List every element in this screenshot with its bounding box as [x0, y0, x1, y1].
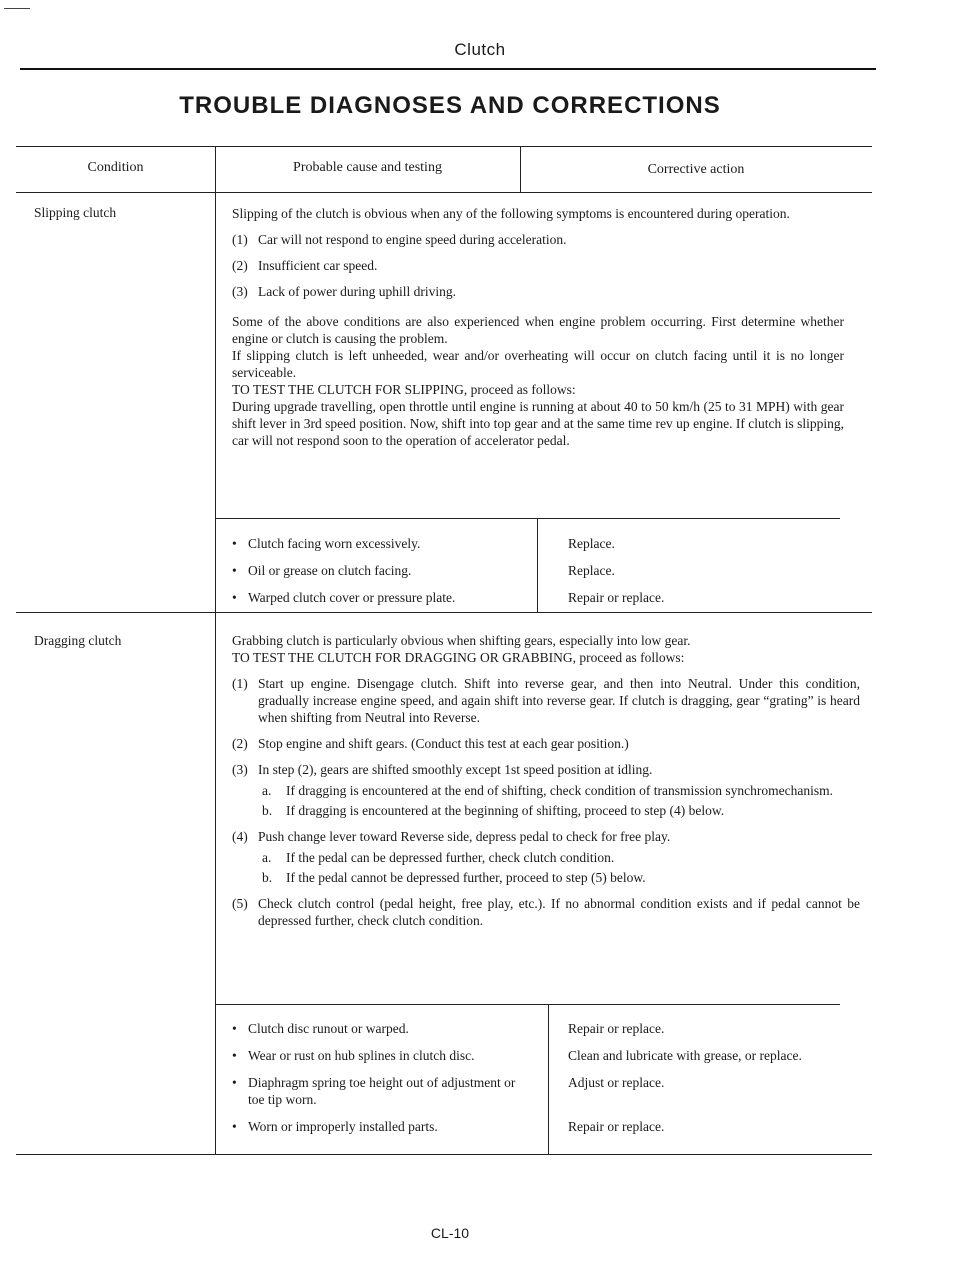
- bullet-icon: •: [232, 1021, 237, 1036]
- bullet-icon: •: [232, 1119, 237, 1134]
- slipping-note: If slipping clutch is left unheeded, wear and/or overheating will occur on clutch facing until it is no longer serviceable.: [232, 348, 844, 380]
- bullet-icon: •: [232, 536, 237, 551]
- slipping-causes-rule: [215, 518, 840, 519]
- list-item: (2) Stop engine and shift gears. (Conduct this test at each gear position.): [232, 736, 629, 751]
- condition-slipping: Slipping clutch: [34, 205, 117, 220]
- dragging-causes: [232, 1020, 532, 1145]
- list-item: • Clutch disc runout or warped.: [232, 1021, 409, 1036]
- sub-list-item: a. If dragging is encountered at the end of shifting, check condition of transmission synchromechanism.: [262, 783, 833, 798]
- list-item: • Wear or rust on hub splines in clutch disc.: [232, 1048, 475, 1063]
- action-item: Adjust or replace.: [568, 1075, 665, 1090]
- table-bottom-rule: [16, 1154, 872, 1155]
- bullet-icon: •: [232, 590, 237, 605]
- action-item: Replace.: [568, 563, 615, 578]
- sub-list-item: b. If the pedal cannot be depressed further, proceed to step (5) below.: [262, 870, 646, 885]
- sub-list-item: b. If dragging is encountered at the beginning of shifting, proceed to step (4) below.: [262, 803, 725, 818]
- list-item: • Clutch facing worn excessively.: [232, 536, 421, 551]
- sub-list-item: a. If the pedal can be depressed further, check clutch condition.: [262, 850, 615, 865]
- list-item: (2) Insufficient car speed.: [232, 258, 378, 273]
- bullet-icon: •: [232, 563, 237, 578]
- action-item: Clean and lubricate with grease, or replace.: [568, 1048, 802, 1063]
- slipping-testing-block: [232, 205, 844, 449]
- bullet-icon: •: [232, 1075, 237, 1090]
- slipping-intro: Slipping of the clutch is obvious when any of the following symptoms is encountered during operation.: [232, 206, 790, 221]
- slipping-action-divider: [537, 518, 538, 612]
- column-header-rule: [16, 192, 872, 193]
- list-item: (3) In step (2), gears are shifted smoothly except 1st speed position at idling.: [232, 762, 653, 777]
- slipping-actions: [568, 535, 838, 616]
- action-item: Repair or replace.: [568, 1119, 665, 1134]
- slipping-note: Some of the above conditions are also experienced when engine problem occurring. First determine whether engine or clutch is causing the problem.: [232, 314, 844, 346]
- condition-column-divider: [215, 146, 216, 1154]
- dragging-testing-block: [232, 632, 860, 938]
- list-item: (5) Check clutch control (pedal height, free play, etc.). If no abnormal condition exists and if pedal cannot be depressed further, check clutch condition.: [232, 896, 860, 928]
- page-number: CL-10: [430, 1225, 470, 1241]
- table-top-rule: [16, 146, 872, 147]
- list-item: • Warped clutch cover or pressure plate.: [232, 590, 456, 605]
- page-title: TROUBLE DIAGNOSES AND CORRECTIONS: [179, 92, 721, 119]
- condition-dragging: Dragging clutch: [34, 633, 122, 648]
- action-item: Repair or replace.: [568, 590, 665, 605]
- action-item: Repair or replace.: [568, 1021, 665, 1036]
- list-item: (4) Push change lever toward Reverse side, depress pedal to check for free play.: [232, 829, 671, 844]
- dragging-intro: Grabbing clutch is particularly obvious when shifting gears, especially into low gear.: [232, 633, 691, 648]
- dragging-action-divider: [548, 1004, 549, 1154]
- slipping-test-heading: TO TEST THE CLUTCH FOR SLIPPING, proceed as follows:: [232, 382, 576, 397]
- bullet-icon: •: [232, 1048, 237, 1063]
- dragging-causes-rule: [215, 1004, 840, 1005]
- list-item: (3) Lack of power during uphill driving.: [232, 284, 456, 299]
- header-rule: [20, 68, 876, 70]
- section-header: Clutch: [454, 40, 506, 59]
- list-item: • Worn or improperly installed parts.: [232, 1119, 438, 1134]
- column-header-cause: Probable cause and testing: [293, 160, 442, 175]
- slipping-test-procedure: During upgrade travelling, open throttle until engine is running at about 40 to 50 km/h (25 to 31 MPH) with gear shift lever in 3rd speed position. Now, shift into top gear and at the same time rev up engine. If clutch is slipping, car will not respond soon to the operation of accelerator pedal.: [232, 399, 844, 448]
- dragging-test-heading: TO TEST THE CLUTCH FOR DRAGGING OR GRABBING, proceed as follows:: [232, 650, 685, 665]
- column-header-condition: Condition: [87, 160, 144, 175]
- column-header-action: Corrective action: [647, 162, 745, 177]
- slipping-causes: [232, 535, 532, 616]
- action-item: Replace.: [568, 536, 615, 551]
- list-item: (1) Start up engine. Disengage clutch. Shift into reverse gear, and then into Neutral. Under this condition, gradually increase engine speed, and again shift into reverse gear. If clutch is dragging, gear “grating” is heard when shifting from Neutral into Reverse.: [232, 676, 860, 725]
- list-item: • Diaphragm spring toe height out of adjustment or toe tip worn.: [232, 1075, 516, 1107]
- dragging-actions: [568, 1020, 863, 1145]
- list-item: • Oil or grease on clutch facing.: [232, 563, 412, 578]
- corner-mark: [4, 8, 30, 9]
- list-item: (1) Car will not respond to engine speed during acceleration.: [232, 232, 567, 247]
